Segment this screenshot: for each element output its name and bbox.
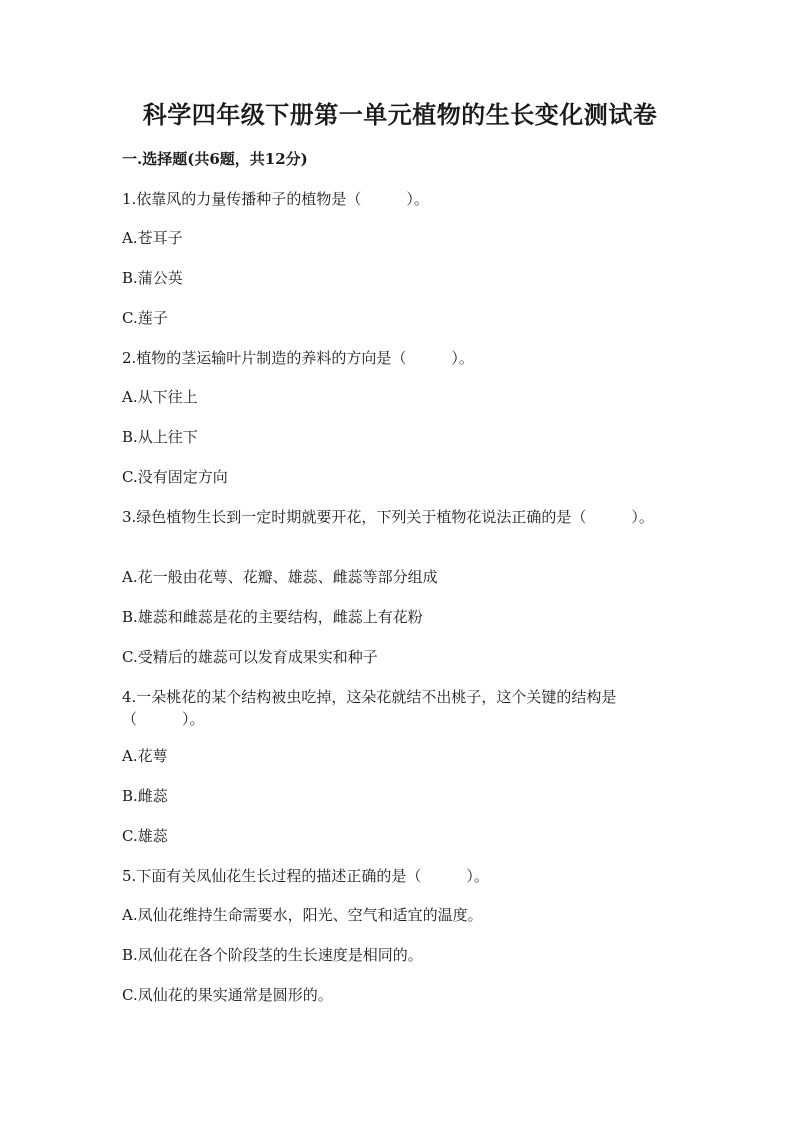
question-1-option-b: B.蒲公英 [122, 269, 183, 287]
question-1-option-a: A.苍耳子 [122, 229, 183, 247]
question-5-option-c: C.凤仙花的果实通常是圆形的。 [122, 986, 333, 1004]
question-3-stem: 3.绿色植物生长到一定时期就要开花，下列关于植物花说法正确的是（ ）。 [122, 508, 654, 526]
question-5-option-b: B.凤仙花在各个阶段茎的生长速度是相同的。 [122, 946, 423, 964]
question-4-option-b: B.雌蕊 [122, 787, 168, 805]
question-2-option-b: B.从上往下 [122, 428, 198, 446]
question-3-option-b: B.雄蕊和雌蕊是花的主要结构，雌蕊上有花粉 [122, 608, 423, 626]
question-5-stem: 5.下面有关凤仙花生长过程的描述正确的是（ ）。 [122, 867, 489, 885]
question-4-option-a: A.花萼 [122, 747, 168, 765]
question-1-stem: 1.依靠风的力量传播种子的植物是（ ）。 [122, 190, 429, 208]
question-2-stem: 2.植物的茎运输叶片制造的养料的方向是（ ）。 [122, 349, 474, 367]
question-4-stem: 4.一朵桃花的某个结构被虫吃掉，这朵花就结不出桃子，这个关键的结构是（ ）。 [122, 688, 617, 728]
question-2-option-c: C.没有固定方向 [122, 468, 228, 486]
question-2-option-a: A.从下往上 [122, 388, 198, 406]
question-5-option-a: A.凤仙花维持生命需要水，阳光、空气和适宜的温度。 [122, 906, 483, 924]
question-3-option-a: A.花一般由花萼、花瓣、雄蕊、雌蕊等部分组成 [122, 568, 438, 586]
section-heading: 一.选择题(共6题，共12分) [122, 150, 308, 168]
question-3-option-c: C.受精后的雄蕊可以发育成果实和种子 [122, 648, 378, 666]
question-1-option-c: C.莲子 [122, 309, 168, 327]
question-4-option-c: C.雄蕊 [122, 827, 168, 845]
page-title: 科学四年级下册第一单元植物的生长变化测试卷 [142, 100, 658, 129]
